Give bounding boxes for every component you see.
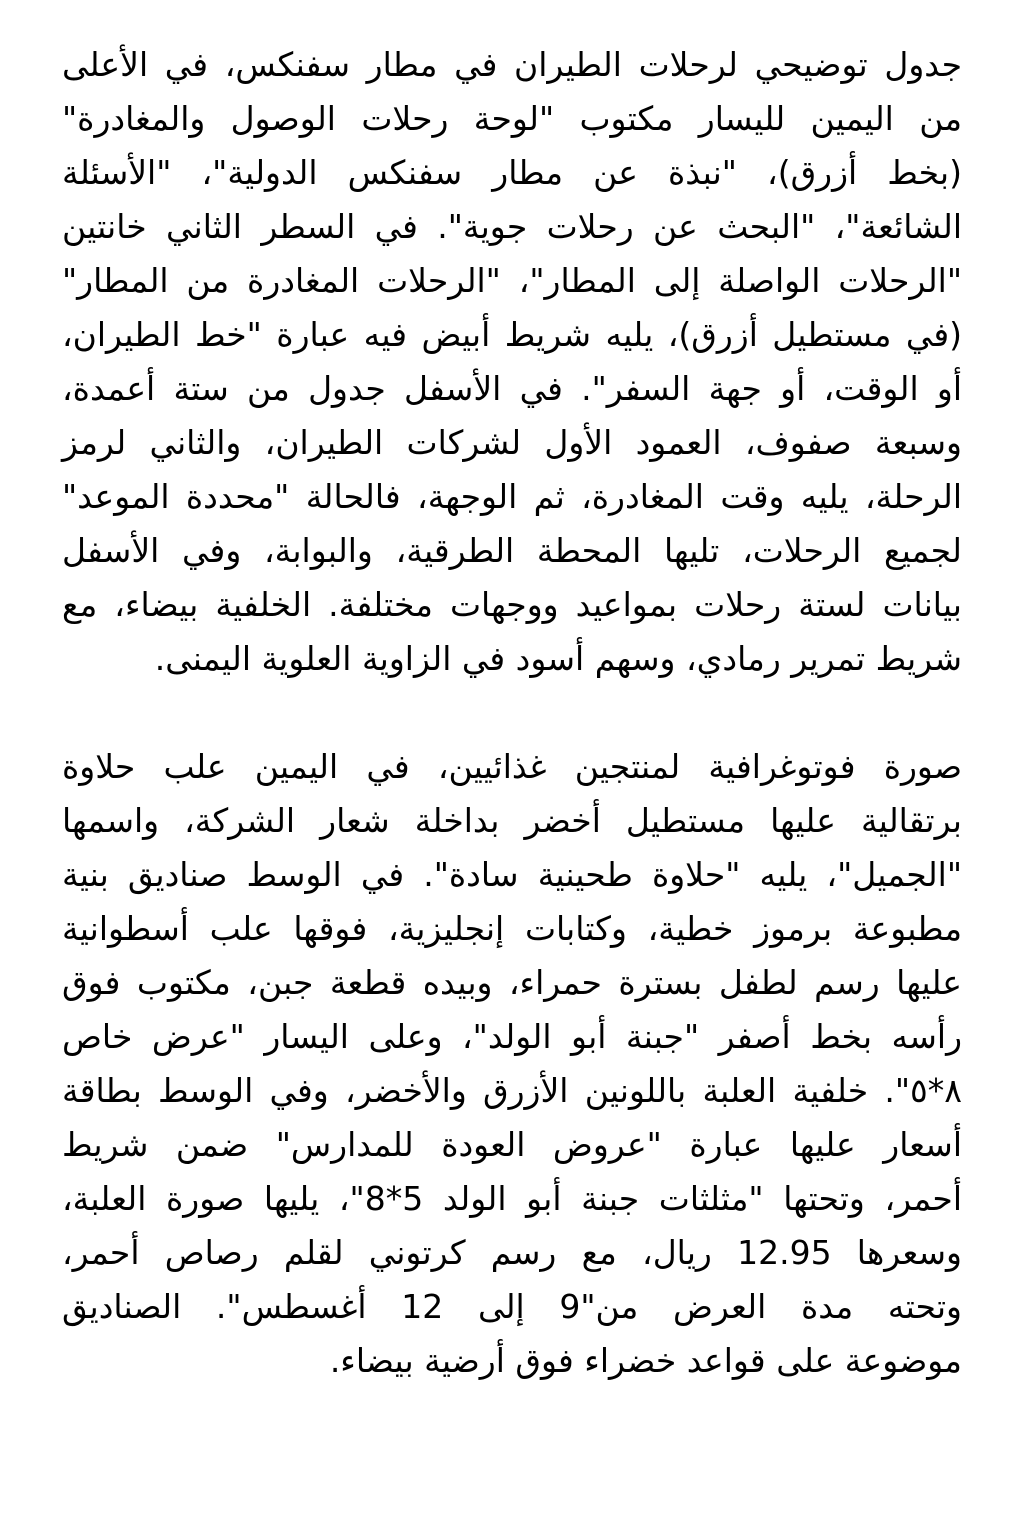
text-line: جدول توضيحي لرحلات الطيران في مطار سفنكس، في الأعلى [62,45,962,84]
text-line: وسعرها 12.95 ريال، مع رسم كرتوني لقلم رصاص أحمر، [62,1233,962,1272]
text-line: (بخط أزرق)، "نبذة عن مطار سفنكس الدولية"، "الأسئلة [62,153,962,192]
text-line: وسبعة صفوف، العمود الأول لشركات الطيران، والثاني لرمز [62,423,962,462]
text-line: برتقالية عليها مستطيل أخضر بداخلة شعار الشركة، واسمها [62,801,962,840]
text-line: من اليمين لليسار مكتوب "لوحة رحلات الوصول والمغادرة" [62,99,962,138]
text-line: أحمر، وتحتها "مثلثات جبنة أبو الولد 5*8"، يليها صورة العلبة، [62,1179,963,1218]
text-line: صورة فوتوغرافية لمنتجين غذائيين، في اليمين علب حلاوة [62,747,962,786]
text-line: شريط تمرير رمادي، وسهم أسود في الزاوية العلوية اليمنى. [154,639,962,678]
paragraph-food-products [62,740,962,1388]
text-line: أو الوقت، أو جهة السفر". في الأسفل جدول من ستة أعمدة، [62,369,962,408]
text-line: الشائعة"، "البحث عن رحلات جوية". في السطر الثاني خانتين [62,207,962,246]
paragraph-flight-table [62,38,962,686]
text-line: أسعار عليها عبارة "عروض العودة للمدارس" ضمن شريط [62,1125,962,1164]
text-line: ٨*٥". خلفية العلبة باللونين الأزرق والأخضر، وفي الوسط بطاقة [62,1071,962,1110]
text-line: موضوعة على قواعد خضراء فوق أرضية بيضاء. [329,1341,962,1380]
text-line: بيانات لستة رحلات بمواعيد ووجهات مختلفة. الخلفية بيضاء، مع [62,585,962,624]
text-line: عليها رسم لطفل بسترة حمراء، وبيده قطعة جبن، مكتوب فوق [62,963,962,1002]
text-line: رأسه بخط أصفر "جبنة أبو الولد"، وعلى اليسار "عرض خاص [62,1017,962,1056]
text-line: "الجميل"، يليه "حلاوة طحينية سادة". في الوسط صناديق بنية [62,855,962,894]
text-line: وتحته مدة العرض من"9 إلى 12 أغسطس". الصناديق [62,1287,962,1326]
paragraph-spacer [62,686,962,740]
text-line: لجميع الرحلات، تليها المحطة الطرقية، والبوابة، وفي الأسفل [62,531,962,570]
text-line: "الرحلات الواصلة إلى المطار"، "الرحلات المغادرة من المطار" [62,261,962,300]
text-line: (في مستطيل أزرق)، يليه شريط أبيض فيه عبارة "خط الطيران، [62,315,962,354]
text-line: الرحلة، يليه وقت المغادرة، ثم الوجهة، فالحالة "محددة الموعد" [62,477,962,516]
text-line: مطبوعة برموز خطية، وكتابات إنجليزية، فوقها علب أسطوانية [62,909,962,948]
